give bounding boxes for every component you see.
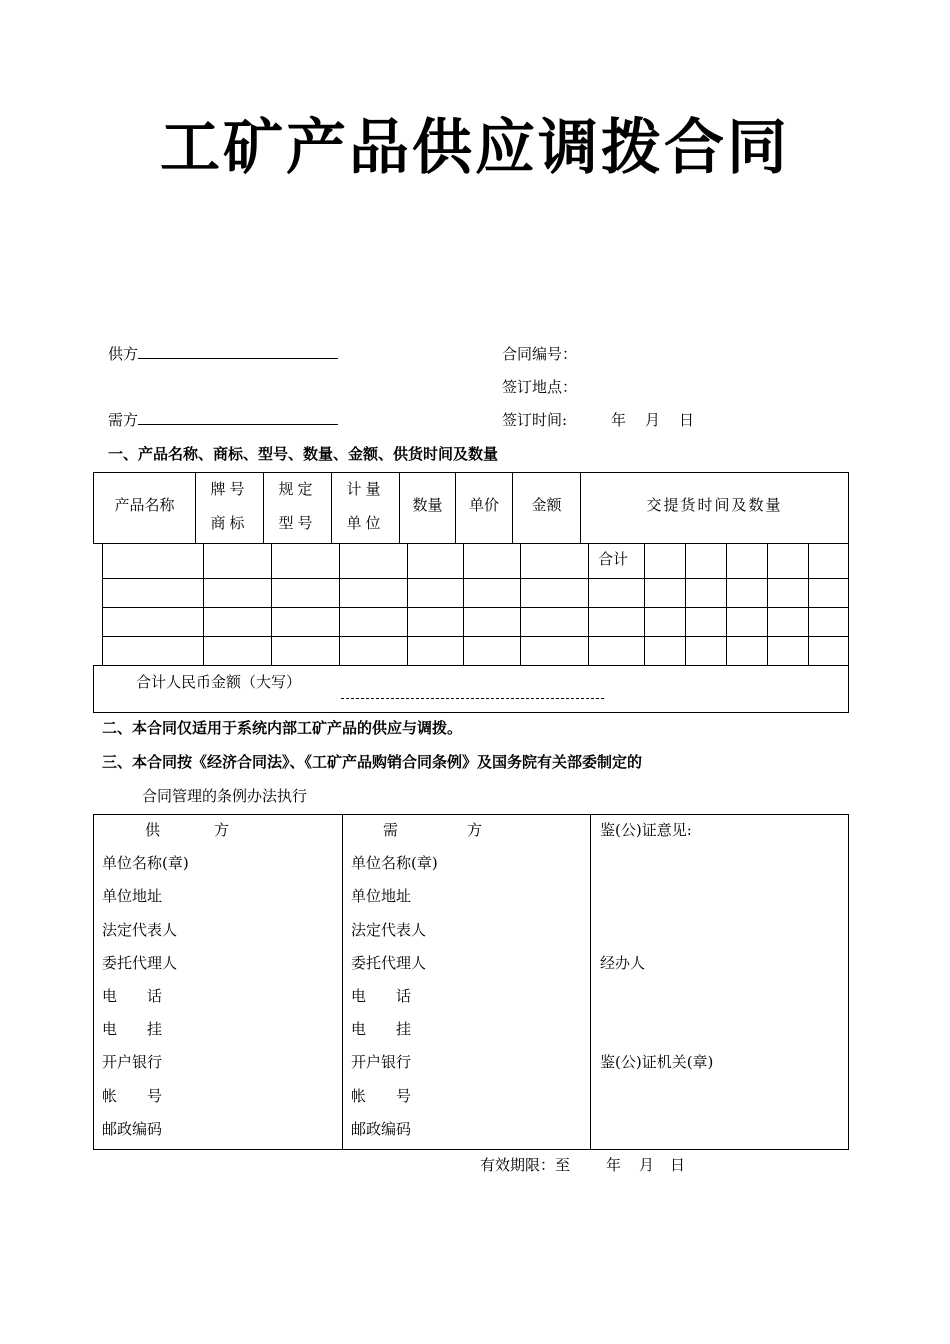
section-1-heading: 一、产品名称、商标、型号、数量、金额、供货时间及数量	[108, 445, 499, 463]
buyer-header-2: 方	[467, 821, 483, 839]
buyer-unit-name: 单位名称(章)	[351, 854, 438, 872]
notary-org: 鉴(公)证机关(章)	[600, 1053, 714, 1071]
supplier-agent: 委托代理人	[102, 954, 178, 972]
product-table-body	[102, 543, 849, 666]
contract-no-label: 合同编号：	[502, 345, 578, 363]
sign-month: 月	[645, 411, 661, 429]
buyer-postcode: 邮政编码	[351, 1120, 412, 1138]
buyer-telegraph: 电 挂	[351, 1020, 412, 1038]
col-unit-price: 单价	[468, 496, 499, 514]
col-amount: 金额	[531, 496, 562, 514]
supplier-legal-rep: 法定代表人	[102, 921, 178, 939]
validity-day: 日	[670, 1156, 686, 1174]
col-delivery: 交提货时间及数量	[646, 496, 783, 514]
sign-day: 日	[679, 411, 695, 429]
rmb-total-input-line[interactable]	[341, 698, 604, 699]
buyer-label: 需方	[108, 411, 139, 429]
supplier-bank: 开户银行	[102, 1053, 163, 1071]
col-quantity: 数量	[412, 496, 443, 514]
notary-opinion-label: 鉴(公)证意见:	[600, 821, 692, 839]
supplier-address: 单位地址	[102, 887, 163, 905]
section-2-text: 二、本合同仅适用于系统内部工矿产品的供应与调拨。	[102, 719, 463, 737]
buyer-input-line[interactable]	[138, 410, 338, 425]
validity-label: 有效期限：至	[480, 1156, 571, 1174]
buyer-legal-rep: 法定代表人	[351, 921, 427, 939]
col-model: 型号	[278, 514, 317, 532]
document-title: 工矿产品供应调拨合同	[160, 113, 790, 183]
supplier-header-1: 供	[145, 821, 161, 839]
buyer-field	[108, 409, 338, 430]
buyer-address: 单位地址	[351, 887, 412, 905]
buyer-phone: 电 话	[351, 987, 412, 1005]
col-unit: 单位	[346, 514, 385, 532]
validity-month: 月	[639, 1156, 655, 1174]
supplier-label: 供方	[108, 345, 139, 363]
col-brand-no: 牌号	[210, 480, 249, 498]
col-measure: 计量	[346, 480, 385, 498]
buyer-account: 帐 号	[351, 1087, 412, 1105]
buyer-agent: 委托代理人	[351, 954, 427, 972]
rmb-total-label: 合计人民币金额（大写）	[136, 673, 302, 691]
supplier-telegraph: 电 挂	[102, 1020, 163, 1038]
col-spec: 规定	[278, 480, 317, 498]
buyer-bank: 开户银行	[351, 1053, 412, 1071]
buyer-header-1: 需	[383, 821, 399, 839]
delivery-total-cell: 合计	[598, 550, 629, 568]
section-3-text: 三、本合同按《经济合同法》、《工矿产品购销合同条例》及国务院有关部委制定的	[102, 753, 643, 771]
sign-time-label: 签订时间:	[502, 411, 568, 429]
supplier-account: 帐 号	[102, 1087, 163, 1105]
col-trademark: 商标	[210, 514, 249, 532]
supplier-phone: 电 话	[102, 987, 163, 1005]
col-product-name: 产品名称	[114, 496, 175, 514]
supplier-input-line[interactable]	[138, 344, 338, 359]
validity-year: 年	[606, 1156, 622, 1174]
supplier-unit-name: 单位名称(章)	[102, 854, 189, 872]
notary-agent: 经办人	[600, 954, 646, 972]
section-3-continued: 合同管理的条例办法执行	[142, 787, 308, 805]
sign-place-label: 签订地点：	[502, 378, 578, 396]
supplier-header-2: 方	[214, 821, 230, 839]
parties-table	[93, 814, 849, 1150]
supplier-postcode: 邮政编码	[102, 1120, 163, 1138]
sign-year: 年	[611, 411, 627, 429]
supplier-field	[108, 343, 338, 364]
